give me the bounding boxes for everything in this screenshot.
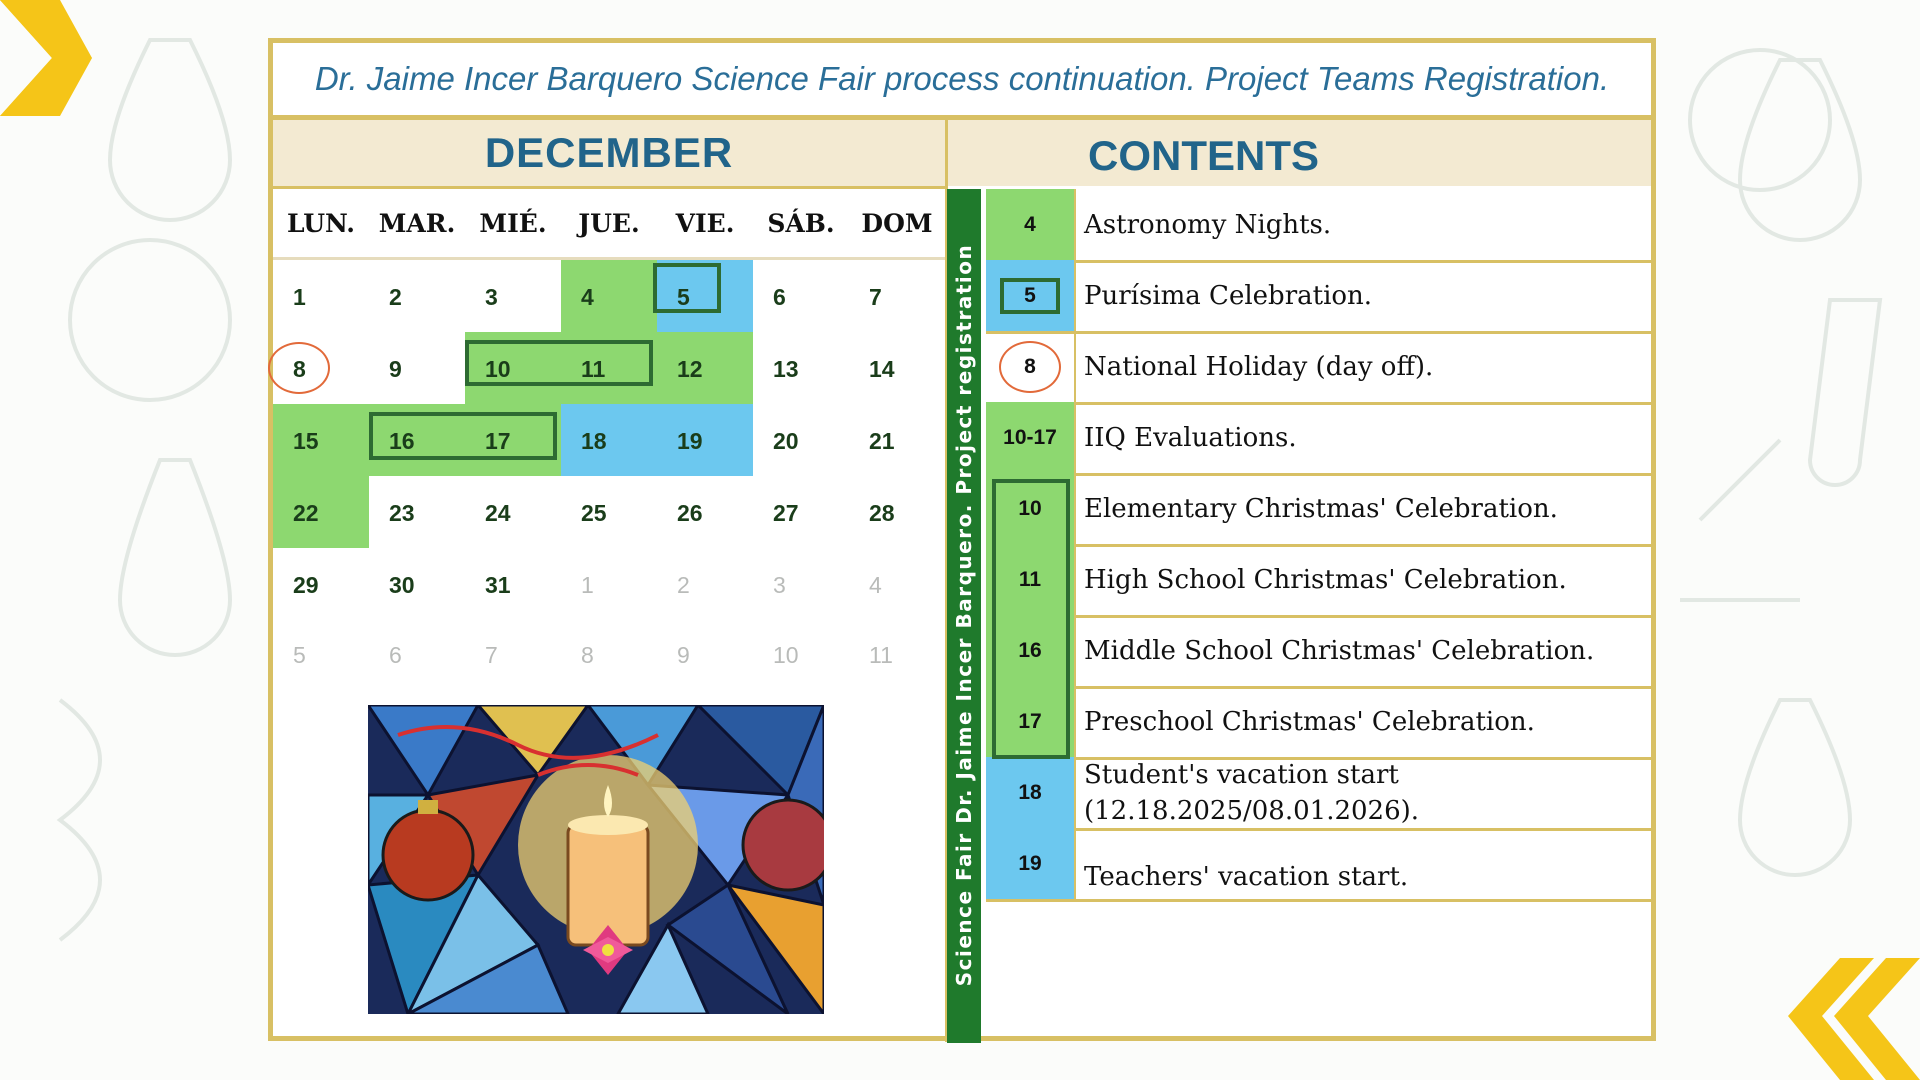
contents-text: Preschool Christmas' Celebration. bbox=[1084, 706, 1535, 737]
highlight-outline bbox=[653, 263, 721, 313]
calendar-day[interactable]: 13 bbox=[773, 356, 799, 382]
weekday-label: DOM bbox=[861, 208, 933, 238]
contents-code: 16 bbox=[986, 615, 1076, 686]
calendar-day[interactable]: 11 bbox=[561, 332, 657, 404]
weekday-label: JUE. bbox=[578, 208, 640, 238]
contents-row bbox=[986, 615, 1651, 689]
calendar-day[interactable]: 12 bbox=[657, 332, 753, 404]
contents-row bbox=[986, 686, 1651, 760]
calendar-day-other-month[interactable]: 10 bbox=[773, 642, 799, 668]
contents-row bbox=[986, 189, 1651, 263]
calendar-day[interactable]: 3 bbox=[485, 284, 498, 310]
contents-code: 19 bbox=[986, 828, 1076, 899]
contents-row bbox=[986, 260, 1651, 334]
calendar-day[interactable]: 24 bbox=[485, 500, 511, 526]
calendar-day-other-month[interactable]: 11 bbox=[869, 642, 893, 668]
calendar-day[interactable]: 8 bbox=[293, 356, 306, 382]
calendar-day[interactable]: 5 bbox=[657, 260, 753, 332]
calendar-day[interactable]: 7 bbox=[869, 284, 882, 310]
calendar-day[interactable]: 28 bbox=[869, 500, 895, 526]
calendar-day[interactable]: 30 bbox=[389, 572, 415, 598]
weekday-label: SÁB. bbox=[767, 208, 835, 238]
calendar-frame bbox=[268, 38, 1656, 1041]
calendar-day[interactable]: 6 bbox=[773, 284, 786, 310]
calendar-day[interactable]: 23 bbox=[389, 500, 415, 526]
side-label: Science Fair Dr. Jaime Incer Barquero. Project registration bbox=[952, 243, 976, 987]
contents-code: 5 bbox=[986, 260, 1076, 331]
contents-row bbox=[986, 544, 1651, 618]
contents-text: Student's vacation start (12.18.2025/08.01.2026). bbox=[1084, 759, 1420, 826]
contents-text: Middle School Christmas' Celebration. bbox=[1084, 635, 1595, 666]
month-heading: DECEMBER bbox=[273, 120, 945, 186]
contents-code: 17 bbox=[986, 686, 1076, 757]
contents-code: 18 bbox=[986, 757, 1076, 828]
contents-text: Elementary Christmas' Celebration. bbox=[1084, 493, 1558, 524]
contents-text: High School Christmas' Celebration. bbox=[1084, 564, 1567, 595]
weekday-label: LUN. bbox=[287, 208, 355, 238]
holiday-circle bbox=[268, 342, 330, 394]
highlight-outline bbox=[369, 412, 557, 460]
calendar-day-other-month[interactable]: 4 bbox=[869, 572, 882, 598]
calendar-day-other-month[interactable]: 1 bbox=[581, 572, 594, 598]
contents-text: IIQ Evaluations. bbox=[1084, 422, 1297, 453]
calendar-day[interactable]: 19 bbox=[657, 404, 753, 476]
calendar-day-other-month[interactable]: 7 bbox=[485, 642, 498, 668]
calendar-day[interactable]: 15 bbox=[273, 404, 369, 476]
calendar-day[interactable]: 16 bbox=[369, 404, 465, 476]
christmas-mosaic-image bbox=[368, 705, 824, 1014]
calendar-day[interactable]: 25 bbox=[581, 500, 607, 526]
contents-code: 11 bbox=[986, 544, 1076, 615]
contents-code: 8 bbox=[986, 331, 1076, 402]
calendar-day[interactable]: 10 bbox=[465, 332, 561, 404]
contents-text: National Holiday (day off). bbox=[1084, 351, 1434, 382]
calendar-day[interactable]: 20 bbox=[773, 428, 799, 454]
page-title: Dr. Jaime Incer Barquero Science Fair process continuation. Project Teams Registration. bbox=[314, 60, 1610, 97]
contents-row bbox=[986, 331, 1651, 405]
contents-code: 10 bbox=[986, 473, 1076, 544]
calendar-day-other-month[interactable]: 3 bbox=[773, 572, 786, 598]
contents-code: 10-17 bbox=[986, 402, 1076, 473]
weekday-label: MAR. bbox=[378, 208, 456, 238]
contents-heading-label: CONTENTS bbox=[1088, 132, 1319, 179]
contents-code: 4 bbox=[986, 189, 1076, 260]
weekday-label: VIE. bbox=[675, 208, 735, 238]
calendar-day[interactable]: 18 bbox=[561, 404, 657, 476]
calendar-day[interactable]: 14 bbox=[869, 356, 895, 382]
contents-text: Astronomy Nights. bbox=[1084, 209, 1332, 240]
contents-row bbox=[986, 828, 1651, 902]
contents-row bbox=[986, 473, 1651, 547]
highlight-outline bbox=[465, 340, 653, 386]
calendar-day[interactable]: 9 bbox=[389, 356, 402, 382]
calendar-day[interactable]: 2 bbox=[389, 284, 402, 310]
calendar-day-other-month[interactable]: 8 bbox=[581, 642, 594, 668]
calendar-day[interactable]: 4 bbox=[561, 260, 657, 332]
calendar-day[interactable]: 27 bbox=[773, 500, 799, 526]
calendar-day[interactable]: 29 bbox=[293, 572, 319, 598]
calendar-day-other-month[interactable]: 6 bbox=[389, 642, 402, 668]
weekday-header bbox=[273, 189, 945, 257]
contents-text: Teachers' vacation start. bbox=[1084, 862, 1409, 892]
weekday-label: MIÉ. bbox=[479, 208, 547, 238]
contents-row bbox=[986, 757, 1651, 831]
contents-text: Purísima Celebration. bbox=[1084, 280, 1373, 311]
calendar-day[interactable]: 26 bbox=[677, 500, 703, 526]
calendar-day-other-month[interactable]: 2 bbox=[677, 572, 690, 598]
contents-row bbox=[986, 402, 1651, 476]
calendar-day[interactable]: 31 bbox=[485, 572, 511, 598]
calendar-day-other-month[interactable]: 9 bbox=[677, 642, 690, 668]
highlight-outline bbox=[992, 479, 1070, 759]
contents-heading bbox=[945, 120, 1651, 186]
calendar-day[interactable]: 21 bbox=[869, 428, 895, 454]
calendar-day[interactable]: 17 bbox=[465, 404, 561, 476]
calendar-day[interactable]: 22 bbox=[273, 476, 369, 548]
calendar-day-other-month[interactable]: 5 bbox=[293, 642, 306, 668]
calendar-day[interactable]: 1 bbox=[293, 284, 306, 310]
